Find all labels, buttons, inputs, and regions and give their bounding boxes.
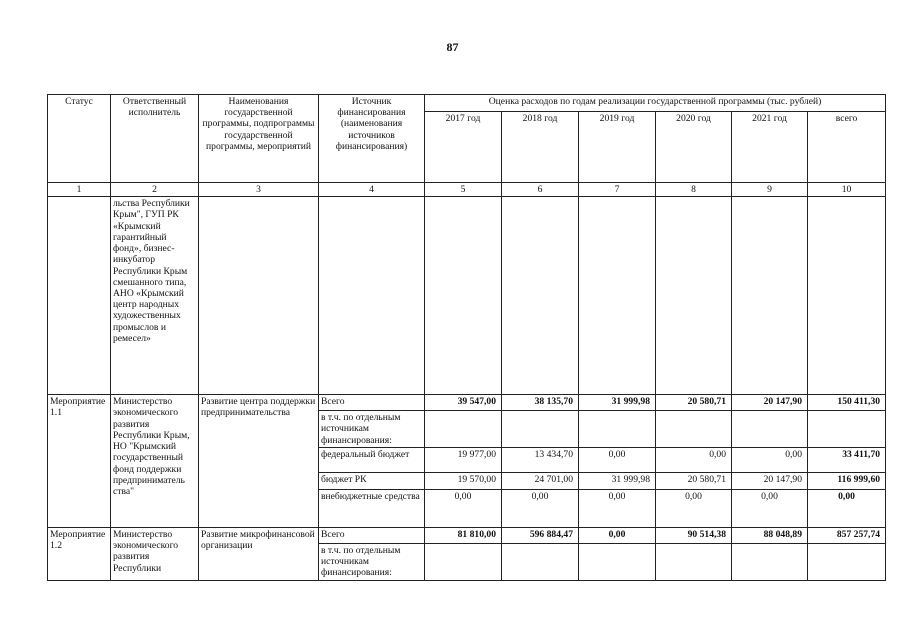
header-year: 2021 год <box>732 112 808 183</box>
value-cell: 0,00 <box>579 447 656 472</box>
value-cell: 90 514,38 <box>656 527 732 543</box>
value-cell: 857 257,74 <box>808 527 886 543</box>
source-cell: в т.ч. по отдельным источникам финансирования: <box>319 543 425 580</box>
header-program-name: Наименования государственной программы, подпрограммы государственной программы, мероприятий <box>199 95 319 183</box>
value-cell: 24 701,00 <box>502 472 579 489</box>
value-cell: 0,00 <box>579 527 656 543</box>
header-estimate: Оценка расходов по годам реализации государственной программы (тыс. рублей) <box>425 95 886 112</box>
value-cell: 0,00 <box>425 489 502 527</box>
header-row-1 <box>48 95 886 112</box>
value-cell: 20 147,90 <box>732 395 808 411</box>
value-cell: 0,00 <box>656 489 732 527</box>
column-number: 2 <box>111 183 199 197</box>
source-cell: в т.ч. по отдельным источникам финансирования: <box>319 411 425 448</box>
header-year: 2017 год <box>425 112 502 183</box>
column-number: 9 <box>732 183 808 197</box>
activity-status: Мероприятие 1.2 <box>48 527 111 580</box>
value-cell: 0,00 <box>808 489 886 527</box>
column-number: 5 <box>425 183 502 197</box>
column-number: 3 <box>199 183 319 197</box>
activity-status: Мероприятие 1.1 <box>48 395 111 528</box>
activity-name: Развитие центра поддержки предпринимательства <box>199 395 319 528</box>
value-cell: 13 434,70 <box>502 447 579 472</box>
value-cell: 0,00 <box>656 447 732 472</box>
header-status: Статус <box>48 95 111 183</box>
header-year: 2018 год <box>502 112 579 183</box>
value-cell: 38 135,70 <box>502 395 579 411</box>
value-cell: 116 999,60 <box>808 472 886 489</box>
page-number: 87 <box>446 40 459 54</box>
value-cell: 0,00 <box>579 489 656 527</box>
value-cell: 0,00 <box>732 489 808 527</box>
activity-responsible: Министерство экономического развития Республики Крым, НО "Крымский государственный фонд поддержки предприниматель ства" <box>111 395 199 528</box>
value-cell: 0,00 <box>732 447 808 472</box>
value-cell: 33 411,70 <box>808 447 886 472</box>
value-cell: 88 048,89 <box>732 527 808 543</box>
column-number-row <box>48 183 886 197</box>
column-number: 7 <box>579 183 656 197</box>
value-cell: 31 999,98 <box>579 395 656 411</box>
value-cell: 20 580,71 <box>656 472 732 489</box>
responsible-cell: льства Республики Крым", ГУП РК «Крымский гарантийный фонд», бизнес-инкубатор Республики Крым смешанного типа, АНО «Крымский центр народных художественных промыслов и ремесел» <box>111 197 199 395</box>
value-cell: 39 547,00 <box>425 395 502 411</box>
table-row <box>48 527 886 543</box>
activity-responsible: Министерство экономического развития Республики <box>111 527 199 580</box>
table-row <box>48 395 886 411</box>
value-cell: 31 999,98 <box>579 472 656 489</box>
source-cell: внебюджетные средства <box>319 489 425 527</box>
value-cell: 19 977,00 <box>425 447 502 472</box>
continuation-row <box>48 197 886 395</box>
header-year: 2019 год <box>579 112 656 183</box>
source-cell: Всего <box>319 527 425 543</box>
status-cell <box>48 197 111 395</box>
source-cell: Всего <box>319 395 425 411</box>
value-cell: 150 411,30 <box>808 395 886 411</box>
budget-table <box>47 94 886 581</box>
column-number: 8 <box>656 183 732 197</box>
column-number: 4 <box>319 183 425 197</box>
value-cell: 19 570,00 <box>425 472 502 489</box>
activity-name: Развитие микрофинансовой организации <box>199 527 319 580</box>
value-cell: 20 147,90 <box>732 472 808 489</box>
header-source: Источник финансирования (наименования источников финансирования) <box>319 95 425 183</box>
source-cell: бюджет РК <box>319 472 425 489</box>
source-cell: федеральный бюджет <box>319 447 425 472</box>
column-number: 6 <box>502 183 579 197</box>
value-cell: 0,00 <box>502 489 579 527</box>
column-number: 10 <box>808 183 886 197</box>
header-total: всего <box>808 112 886 183</box>
value-cell: 81 810,00 <box>425 527 502 543</box>
value-cell: 596 884,47 <box>502 527 579 543</box>
header-year: 2020 год <box>656 112 732 183</box>
column-number: 1 <box>48 183 111 197</box>
header-responsible: Ответственный исполнитель <box>111 95 199 183</box>
value-cell: 20 580,71 <box>656 395 732 411</box>
